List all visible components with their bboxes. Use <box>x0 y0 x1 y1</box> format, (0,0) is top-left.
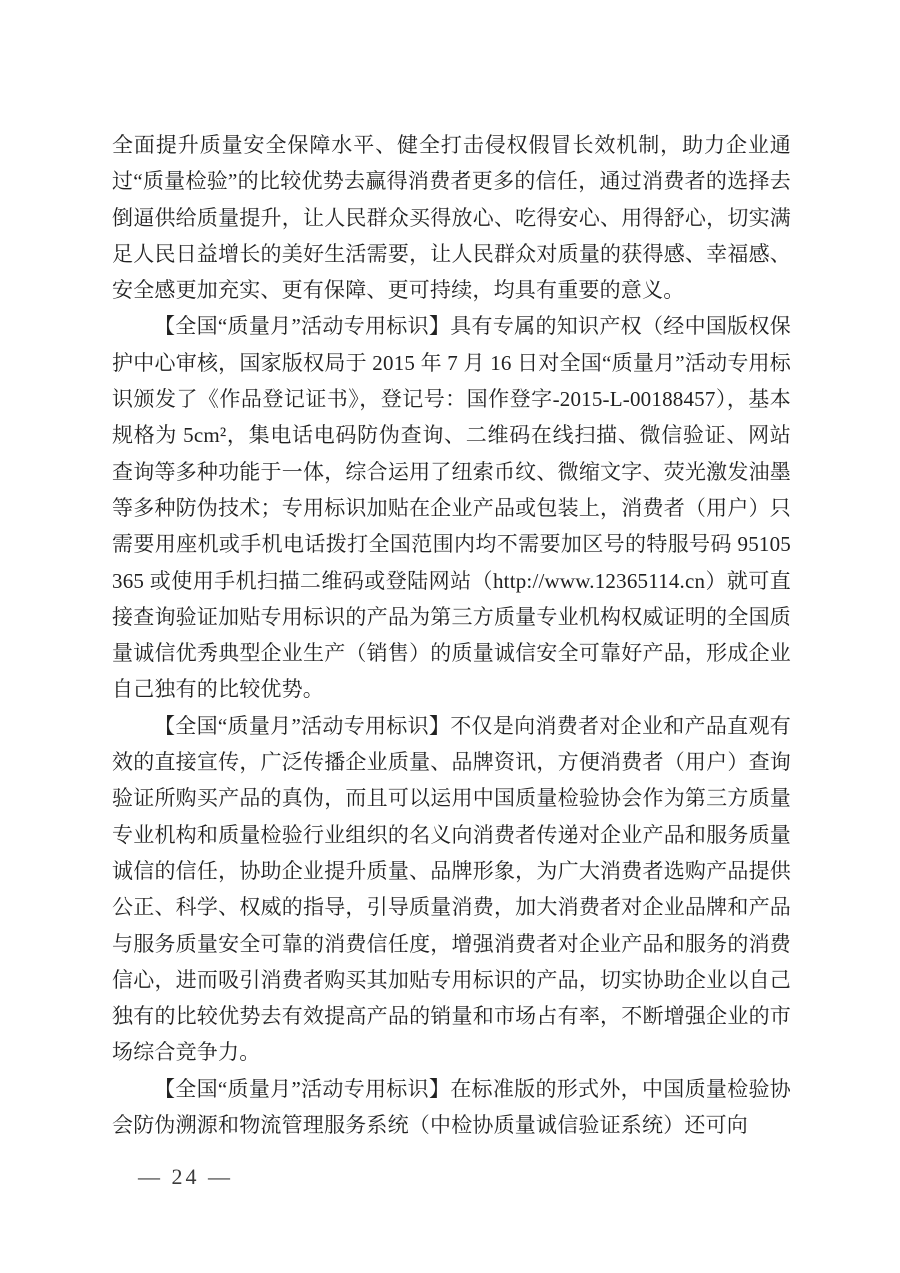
paragraph-1: 全面提升质量安全保障水平、健全打击侵权假冒长效机制，助力企业通过“质量检验”的比较优势去赢得消费者更多的信任，通过消费者的选择去倒逼供给质量提升，让人民群众买得放心、吃得安心、用得舒心，切实满足人民日益增长的美好生活需要，让人民群众对质量的获得感、幸福感、安全感更加充实、更有保障、更可持续，均具有重要的意义。 <box>112 133 791 303</box>
document-body <box>112 127 791 1143</box>
page-number: — 24 — <box>138 1164 233 1189</box>
paragraph-3: 【全国“质量月”活动专用标识】不仅是向消费者对企业和产品直观有效的直接宣传，广泛传播企业质量、品牌资讯，方便消费者（用户）查询验证所购买产品的真伪，而且可以运用中国质量检验协会作为第三方质量专业机构和质量检验行业组织的名义向消费者传递对企业产品和服务质量诚信的信任，协助企业提升质量、品牌形象，为广大消费者选购产品提供公正、科学、权威的指导，引导质量消费，加大消费者对企业品牌和产品与服务质量安全可靠的消费信任度，增强消费者对企业产品和服务的消费信心，进而吸引消费者购买其加贴专用标识的产品，切实协助企业以自己独有的比较优势去有效提高产品的销量和市场占有率，不断增强企业的市场综合竞争力。 <box>112 713 791 1065</box>
paragraph-2: 【全国“质量月”活动专用标识】具有专属的知识产权（经中国版权保护中心审核，国家版权局于 2015 年 7 月 16 日对全国“质量月”活动专用标识颁发了《作品登记证书》，登记号：国作登字-2015-L-00188457），基本规格为 5cm²，集电话电码防伪查询、二维码在线扫描、微信验证、网站查询等多种功能于一体，综合运用了纽索币纹、微缩文字、荧光激发油墨等多种防伪技术；专用标识加贴在企业产品或包装上，消费者（用户）只需要用座机或手机电话拨打全国范围内均不需要加区号的特服号码 95105365 或使用手机扫描二维码或登陆网站（http://www.12365114.cn）就可直接查询验证加贴专用标识的产品为第三方质量专业机构权威证明的全国质量诚信优秀典型企业生产（销售）的质量诚信安全可靠好产品，形成企业自己独有的比较优势。 <box>112 314 791 702</box>
paragraph-4: 【全国“质量月”活动专用标识】在标准版的形式外，中国质量检验协会防伪溯源和物流管理服务系统（中检协质量诚信验证系统）还可向 <box>112 1076 791 1138</box>
